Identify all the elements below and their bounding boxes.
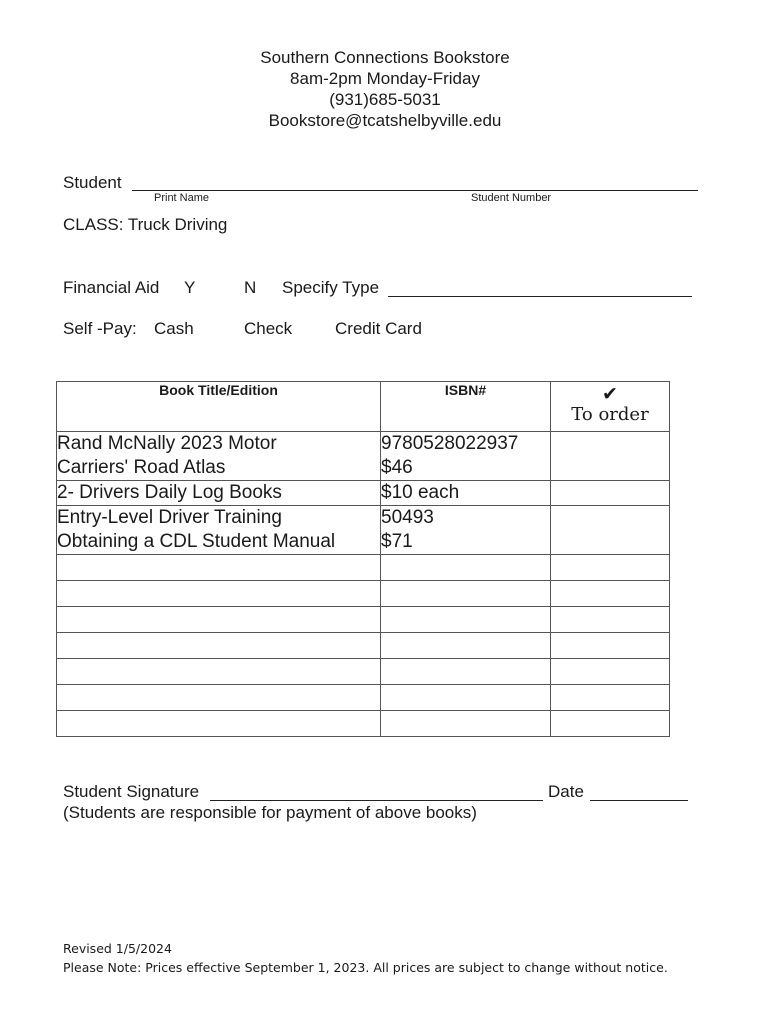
self-pay-credit-card-option[interactable]: Credit Card (335, 319, 422, 338)
financial-aid-yes-option[interactable]: Y (184, 278, 196, 297)
student-number-hint: Student Number (471, 192, 552, 204)
order-check-cell[interactable] (551, 432, 670, 481)
isbn-header: ISBN# (381, 382, 551, 432)
table-row (57, 432, 670, 481)
book-order-table (56, 381, 670, 737)
student-label: Student (63, 173, 122, 192)
order-check-cell[interactable] (551, 506, 670, 555)
student-signature-label: Student Signature (63, 782, 200, 801)
isbn-cell: 9780528022937 $46 (381, 432, 551, 481)
student-name-field[interactable] (132, 190, 698, 191)
specify-type-field[interactable] (388, 296, 692, 297)
payment-responsibility-note: (Students are responsible for payment of above books) (63, 803, 477, 822)
date-label: Date (548, 782, 584, 801)
store-header (0, 47, 770, 131)
store-name: Southern Connections Bookstore (260, 48, 510, 67)
financial-aid-no-option[interactable]: N (244, 278, 257, 297)
empty-row (57, 581, 670, 607)
empty-row (57, 659, 670, 685)
store-hours: 8am-2pm Monday-Friday (290, 69, 480, 88)
isbn-cell: 50493 $71 (381, 506, 551, 555)
self-pay-check-option[interactable]: Check (244, 319, 293, 338)
store-phone: (931)685-5031 (329, 90, 441, 109)
date-field[interactable] (590, 800, 688, 801)
self-pay-label: Self -Pay: (63, 319, 137, 338)
class-line: CLASS: Truck Driving (63, 215, 228, 234)
student-signature-field[interactable] (210, 800, 543, 801)
checkmark-icon: ✔ (602, 383, 618, 405)
isbn-cell: $10 each (381, 481, 551, 506)
price-notice: Please Note: Prices effective September 1, 2023. All prices are subject to change without notice. (63, 960, 668, 975)
table-row (57, 481, 670, 506)
empty-row (57, 607, 670, 633)
table-row (57, 506, 670, 555)
book-title-header: Book Title/Edition (57, 382, 381, 432)
table-header-row (57, 382, 670, 432)
empty-row (57, 685, 670, 711)
self-pay-cash-option[interactable]: Cash (154, 319, 194, 338)
empty-row (57, 555, 670, 581)
specify-type-label: Specify Type (282, 278, 380, 297)
book-title-cell: Rand McNally 2023 Motor Carriers' Road Atlas (57, 432, 381, 481)
to-order-header (551, 382, 670, 432)
book-title-cell: 2- Drivers Daily Log Books (57, 481, 381, 506)
to-order-label: To order (571, 404, 649, 425)
empty-row (57, 633, 670, 659)
book-title-cell: Entry-Level Driver Training Obtaining a CDL Student Manual (57, 506, 381, 555)
empty-row (57, 711, 670, 737)
financial-aid-label: Financial Aid (63, 278, 160, 297)
store-email: Bookstore@tcatshelbyville.edu (268, 111, 502, 130)
print-name-hint: Print Name (154, 192, 210, 204)
revised-date: Revised 1/5/2024 (63, 941, 172, 956)
order-check-cell[interactable] (551, 481, 670, 506)
